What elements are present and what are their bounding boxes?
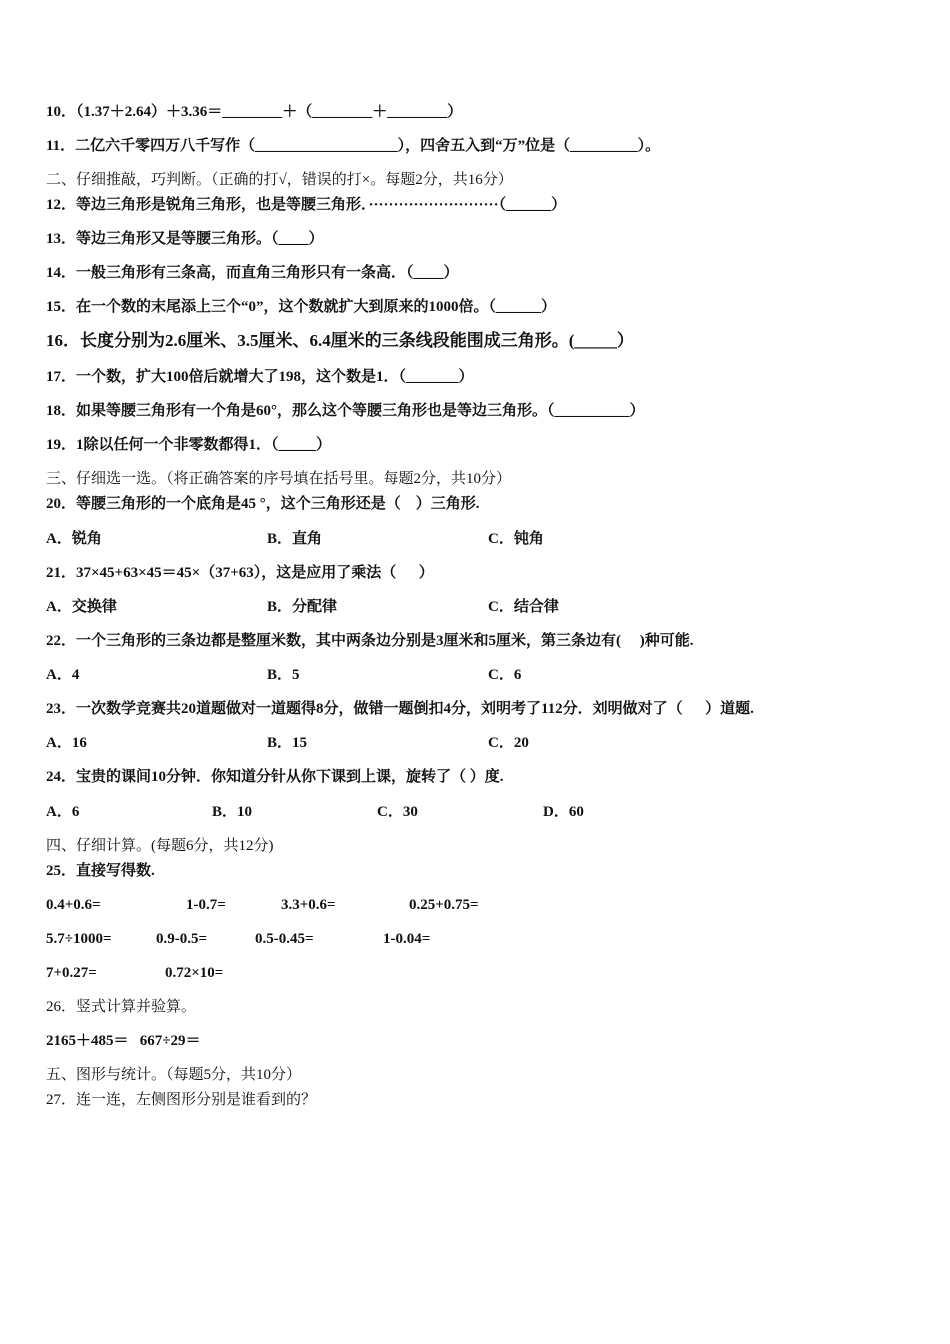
calc-item: 0.4+0.6= xyxy=(46,897,101,913)
question-27: 27．连一连，左侧图形分别是谁看到的？ xyxy=(46,1092,317,1108)
question-10: 10．（1.37＋2.64）＋3.36＝________＋（________＋________） xyxy=(46,104,463,120)
question-15: 15．在一个数的末尾添上三个“0”，这个数就扩大到原来的1000倍。（______） xyxy=(46,299,557,315)
q20-option-b: B．直角 xyxy=(267,531,323,547)
q20-option-a: A．锐角 xyxy=(46,531,102,547)
question-21: 21．37×45+63×45＝45×（37+63），这是应用了乘法（ ） xyxy=(46,565,434,581)
q22-option-b: B．5 xyxy=(267,667,300,683)
q24-option-c: C．30 xyxy=(377,804,418,820)
question-13: 13．等边三角形又是等腰三角形。（____） xyxy=(46,231,324,247)
question-17: 17．一个数，扩大100倍后就增大了198，这个数是1．（_______） xyxy=(46,369,474,385)
q21-option-b: B．分配律 xyxy=(267,599,338,615)
question-11: 11．二亿六千零四万八千写作（___________________），四舍五入到“万”位是（_________）。 xyxy=(46,138,661,154)
question-20: 20．等腰三角形的一个底角是45 °，这个三角形还是（ ）三角形. xyxy=(46,496,480,512)
q20-option-c: C．钝角 xyxy=(488,531,544,547)
question-16: 16．长度分别为2.6厘米、3.5厘米、6.4厘米的三条线段能围成三角形。(_____） xyxy=(46,331,634,350)
question-26: 26．竖式计算并验算。 xyxy=(46,999,197,1015)
q24-option-a: A．6 xyxy=(46,804,80,820)
question-12: 12．等边三角形是锐角三角形，也是等腰三角形．··························（______） xyxy=(46,197,567,213)
calc-item: 1-0.04= xyxy=(383,931,431,947)
q22-option-a: A．4 xyxy=(46,667,80,683)
question-23: 23．一次数学竞赛共20道题做对一道题得8分，做错一题倒扣4分，刘明考了112分．刘明做对了（ ）道题. xyxy=(46,701,754,717)
question-14: 14．一般三角形有三条高，而直角三角形只有一条高．（____） xyxy=(46,265,459,281)
calc-item: 7+0.27= xyxy=(46,965,97,981)
section-5-heading: 五、图形与统计。（每题5分，共10分） xyxy=(46,1067,302,1083)
section-3-heading: 三、仔细选一选。（将正确答案的序号填在括号里。每题2分，共10分） xyxy=(46,471,512,487)
calc-item: 0.72×10= xyxy=(165,965,224,981)
q21-option-a: A．交换律 xyxy=(46,599,117,615)
q24-option-b: B．10 xyxy=(212,804,253,820)
question-22: 22．一个三角形的三条边都是整厘米数，其中两条边分别是3厘米和5厘米，第三条边有( )种可能. xyxy=(46,633,694,649)
q23-option-a: A．16 xyxy=(46,735,87,751)
question-25: 25．直接写得数. xyxy=(46,863,155,879)
calc-item: 3.3+0.6= xyxy=(281,897,336,913)
section-2-heading: 二、仔细推敲，巧判断。（正确的打√，错误的打×。每题2分，共16分） xyxy=(46,172,513,188)
q21-option-c: C．结合律 xyxy=(488,599,559,615)
calc-item: 0.5-0.45= xyxy=(255,931,314,947)
calc-item: 1-0.7= xyxy=(186,897,226,913)
q22-option-c: C．6 xyxy=(488,667,522,683)
calc-item: 0.25+0.75= xyxy=(409,897,479,913)
calc-item: 0.9-0.5= xyxy=(156,931,208,947)
question-19: 19．1除以任何一个非零数都得1．（_____） xyxy=(46,437,332,453)
section-4-heading: 四、仔细计算。(每题6分，共12分) xyxy=(46,838,274,854)
q23-option-c: C．20 xyxy=(488,735,529,751)
calc-item: 5.7÷1000= xyxy=(46,931,112,947)
question-24: 24．宝贵的课间10分钟．你知道分针从你下课到上课，旋转了（ ）度. xyxy=(46,769,504,785)
q24-option-d: D．60 xyxy=(543,804,584,820)
q23-option-b: B．15 xyxy=(267,735,308,751)
question-18: 18．如果等腰三角形有一个角是60°，那么这个等腰三角形也是等边三角形。（__________） xyxy=(46,403,645,419)
question-26-items: 2165＋485＝ 667÷29＝ xyxy=(46,1033,201,1049)
